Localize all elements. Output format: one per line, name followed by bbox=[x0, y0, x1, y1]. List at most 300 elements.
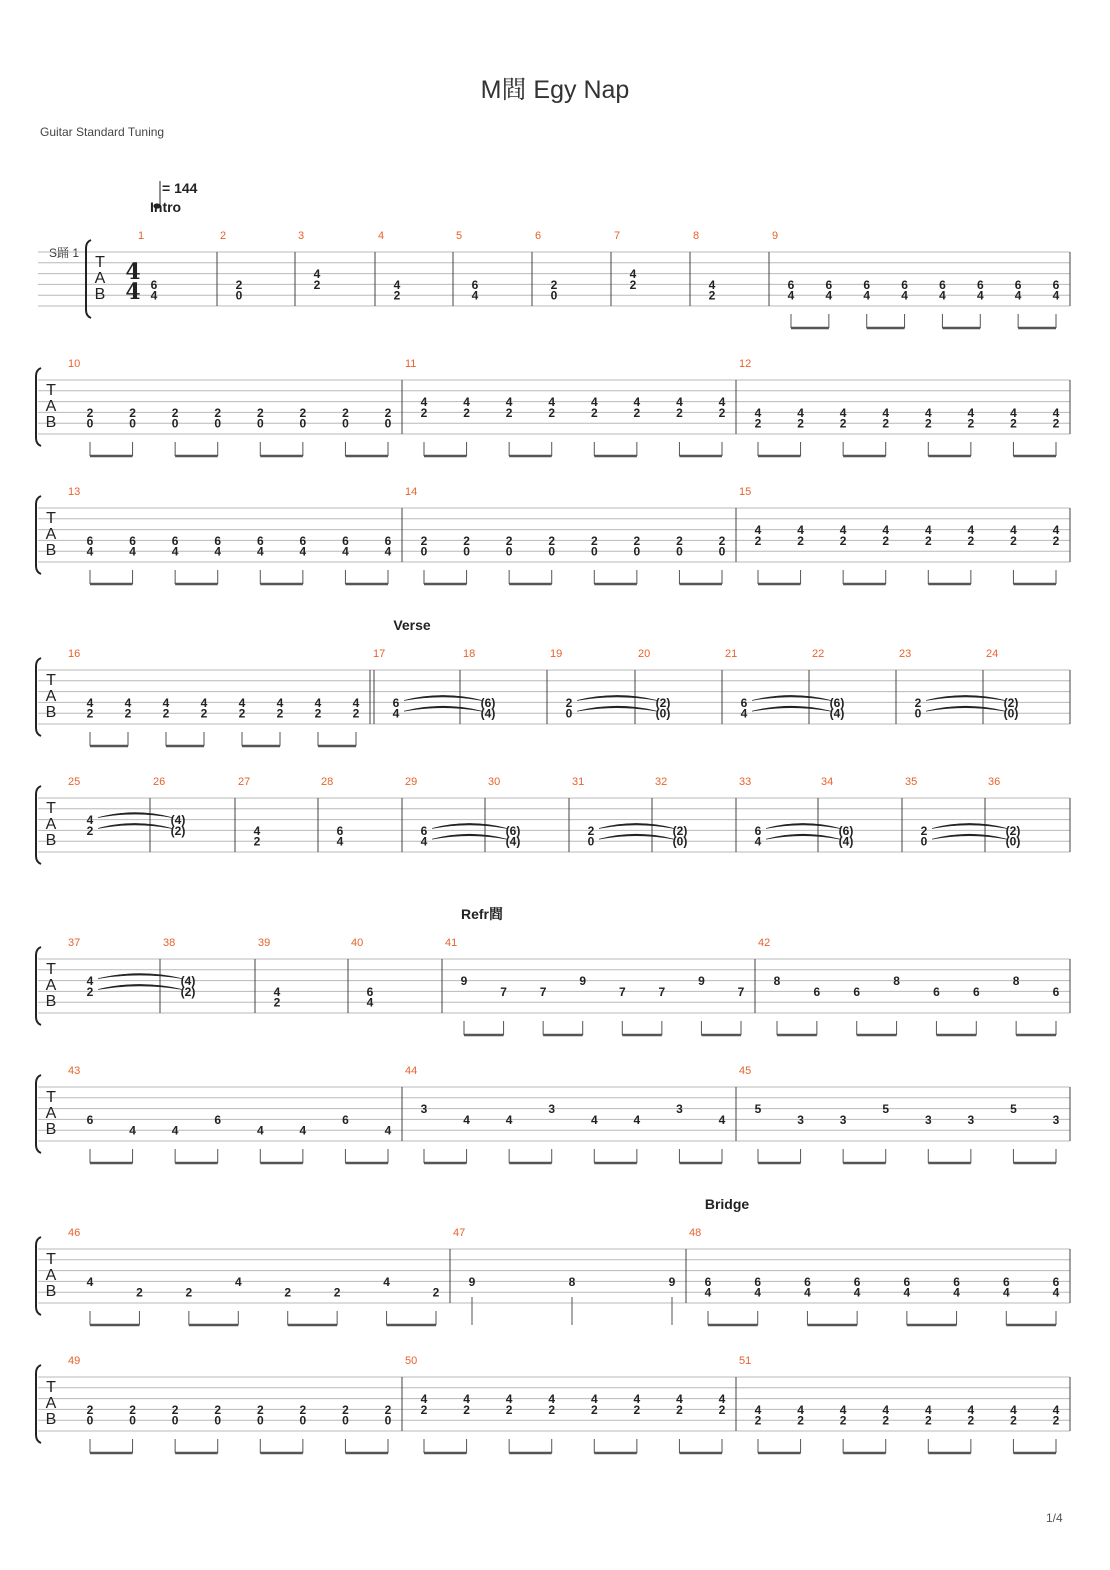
fret-number: (2) bbox=[180, 984, 196, 999]
tie-arc bbox=[752, 706, 831, 711]
fret-number: 3 bbox=[1052, 1112, 1060, 1127]
measure-number: 44 bbox=[405, 1065, 418, 1077]
fret-number: 6 bbox=[150, 277, 158, 292]
fret-number: 0 bbox=[505, 544, 513, 559]
tempo-marking: = 144 bbox=[162, 180, 198, 196]
fret-number: 2 bbox=[967, 416, 975, 431]
fret-number: 0 bbox=[914, 706, 922, 721]
fret-number: 2 bbox=[463, 533, 470, 548]
fret-number: 2 bbox=[299, 405, 307, 420]
fret-number: 2 bbox=[718, 1402, 726, 1417]
fret-number: 0 bbox=[171, 416, 179, 431]
measure-number: 16 bbox=[68, 648, 81, 660]
fret-number: 6 bbox=[1002, 1274, 1010, 1289]
fret-number: 2 bbox=[548, 1402, 556, 1417]
measure-number: 34 bbox=[821, 776, 834, 788]
measure-number: 17 bbox=[373, 648, 386, 660]
tab-clef-letter: B bbox=[94, 286, 106, 303]
measure-number: 33 bbox=[739, 776, 752, 788]
tie-arc bbox=[98, 813, 172, 818]
fret-number: 6 bbox=[1052, 984, 1060, 999]
fret-number: 6 bbox=[804, 1274, 811, 1289]
measure-number: 11 bbox=[405, 358, 417, 370]
tie-arc bbox=[432, 823, 507, 828]
measure-number: 4 bbox=[378, 230, 385, 242]
fret-number: 6 bbox=[214, 533, 222, 548]
fret-number: (0) bbox=[672, 834, 688, 849]
fret-number: 6 bbox=[704, 1274, 712, 1289]
fret-number: 2 bbox=[924, 533, 932, 548]
fret-number: 0 bbox=[676, 544, 683, 559]
tab-clef-letter: B bbox=[45, 704, 57, 721]
fret-number: 2 bbox=[86, 823, 94, 838]
fret-number: (4) bbox=[180, 974, 196, 989]
fret-number: 2 bbox=[505, 1402, 513, 1417]
measure-number: 2 bbox=[220, 230, 227, 242]
fret-number: 0 bbox=[86, 1413, 94, 1428]
fret-number: 4 bbox=[253, 823, 261, 838]
measure-number: 19 bbox=[550, 648, 563, 660]
fret-number: 6 bbox=[342, 1112, 349, 1127]
fret-number: 4 bbox=[882, 523, 890, 538]
fret-number: 6 bbox=[342, 533, 349, 548]
fret-number: 4 bbox=[708, 277, 716, 292]
fret-number: 2 bbox=[420, 533, 428, 548]
fret-number: 2 bbox=[676, 405, 683, 420]
fret-number: 2 bbox=[882, 1413, 890, 1428]
tie-arc bbox=[932, 834, 1007, 839]
fret-number: 0 bbox=[420, 544, 428, 559]
fret-number: 4 bbox=[1010, 523, 1017, 538]
fret-number: 5 bbox=[882, 1102, 890, 1117]
tuning-label: Guitar Standard Tuning bbox=[40, 125, 165, 139]
tie-arc bbox=[98, 823, 172, 828]
fret-number: 6 bbox=[853, 1274, 861, 1289]
tab-clef-letter: T bbox=[95, 254, 105, 271]
fret-number: 4 bbox=[392, 706, 400, 721]
fret-number: 4 bbox=[1052, 288, 1060, 303]
fret-number: 2 bbox=[256, 405, 264, 420]
fret-number: 4 bbox=[129, 1123, 136, 1138]
fret-number: 4 bbox=[1052, 1285, 1060, 1300]
fret-number: (2) bbox=[1005, 823, 1021, 838]
fret-number: 0 bbox=[384, 1413, 392, 1428]
fret-number: 2 bbox=[633, 533, 641, 548]
tie-arc bbox=[404, 706, 482, 711]
fret-number: 2 bbox=[238, 706, 246, 721]
fret-number: 4 bbox=[256, 1123, 264, 1138]
fret-number: 2 bbox=[1010, 1413, 1017, 1428]
fret-number: 4 bbox=[86, 974, 94, 989]
fret-number: 2 bbox=[463, 405, 470, 420]
fret-number: (6) bbox=[480, 695, 496, 710]
measure-number: 22 bbox=[812, 648, 825, 660]
fret-number: 2 bbox=[352, 706, 360, 721]
fret-number: 0 bbox=[920, 834, 928, 849]
tie-arc bbox=[766, 823, 840, 828]
fret-number: 4 bbox=[336, 834, 344, 849]
measure-number: 45 bbox=[739, 1065, 752, 1077]
fret-number: 3 bbox=[797, 1112, 804, 1127]
fret-number: 2 bbox=[754, 1413, 762, 1428]
fret-number: 4 bbox=[1010, 405, 1017, 420]
fret-number: (6) bbox=[505, 823, 521, 838]
fret-number: 4 bbox=[505, 1392, 513, 1407]
fret-number: 2 bbox=[463, 1402, 470, 1417]
fret-number: 4 bbox=[129, 544, 136, 559]
fret-number: 6 bbox=[392, 695, 400, 710]
fret-number: 2 bbox=[708, 288, 716, 303]
fret-number: 7 bbox=[500, 984, 507, 999]
fret-number: 4 bbox=[882, 405, 890, 420]
fret-number: 4 bbox=[1014, 288, 1022, 303]
fret-number: 4 bbox=[1052, 523, 1060, 538]
fret-number: 0 bbox=[550, 288, 558, 303]
fret-number: 9 bbox=[579, 974, 587, 989]
fret-number: 6 bbox=[420, 823, 428, 838]
tie-arc bbox=[432, 834, 507, 839]
fret-number: 0 bbox=[384, 416, 392, 431]
fret-number: 2 bbox=[393, 288, 401, 303]
fret-number: 4 bbox=[342, 544, 349, 559]
fret-number: 4 bbox=[901, 288, 908, 303]
measure-number: 18 bbox=[463, 648, 476, 660]
fret-number: 4 bbox=[352, 695, 360, 710]
fret-number: 4 bbox=[1002, 1285, 1010, 1300]
fret-number: 6 bbox=[86, 533, 94, 548]
fret-number: 0 bbox=[299, 416, 307, 431]
fret-number: 4 bbox=[256, 544, 264, 559]
tie-arc bbox=[766, 834, 840, 839]
fret-number: 4 bbox=[86, 1274, 94, 1289]
fret-number: 2 bbox=[276, 706, 284, 721]
fret-number: 2 bbox=[754, 533, 762, 548]
fret-number: 4 bbox=[804, 1285, 811, 1300]
fret-number: 4 bbox=[903, 1285, 911, 1300]
tab-clef-letter: T bbox=[46, 1089, 56, 1106]
fret-number: 2 bbox=[214, 405, 222, 420]
fret-number: 2 bbox=[432, 1285, 440, 1300]
tab-clef-letter: A bbox=[45, 977, 57, 994]
fret-number: 7 bbox=[539, 984, 547, 999]
fret-number: 2 bbox=[718, 533, 726, 548]
fret-number: 4 bbox=[463, 1392, 470, 1407]
fret-number: 8 bbox=[1012, 974, 1020, 989]
fret-number: 4 bbox=[420, 834, 428, 849]
fret-number: 4 bbox=[124, 695, 132, 710]
fret-number: 4 bbox=[797, 1402, 804, 1417]
fret-number: 2 bbox=[550, 277, 558, 292]
fret-number: 4 bbox=[740, 706, 748, 721]
fret-number: 9 bbox=[460, 974, 468, 989]
fret-number: 4 bbox=[86, 813, 94, 828]
fret-number: 4 bbox=[967, 523, 975, 538]
measure-number: 14 bbox=[405, 486, 418, 498]
tie-arc bbox=[98, 984, 182, 989]
fret-number: 4 bbox=[384, 1123, 392, 1138]
fret-number: 2 bbox=[590, 405, 598, 420]
measure-number: 9 bbox=[772, 230, 779, 242]
fret-number: 0 bbox=[129, 416, 136, 431]
fret-number: 4 bbox=[939, 288, 946, 303]
fret-number: 4 bbox=[384, 544, 392, 559]
measure-number: 42 bbox=[758, 937, 771, 949]
song-title: M閰 Egy Nap bbox=[480, 76, 630, 104]
fret-number: 6 bbox=[1052, 1274, 1060, 1289]
fret-number: 4 bbox=[839, 1402, 847, 1417]
fret-number: (6) bbox=[838, 823, 854, 838]
measure-number: 1 bbox=[138, 230, 145, 242]
fret-number: 3 bbox=[924, 1112, 932, 1127]
fret-number: 2 bbox=[185, 1285, 193, 1300]
tie-arc bbox=[577, 695, 657, 700]
fret-number: 2 bbox=[1010, 533, 1017, 548]
fret-number: 4 bbox=[754, 1285, 762, 1300]
fret-number: 0 bbox=[214, 416, 222, 431]
fret-number: 2 bbox=[1052, 533, 1060, 548]
measure-number: 35 bbox=[905, 776, 918, 788]
fret-number: (4) bbox=[505, 834, 521, 849]
fret-number: 0 bbox=[256, 416, 264, 431]
fret-number: 2 bbox=[299, 1402, 307, 1417]
fret-number: 2 bbox=[718, 405, 726, 420]
fret-number: 4 bbox=[590, 1112, 598, 1127]
fret-number: 2 bbox=[86, 984, 94, 999]
fret-number: 2 bbox=[629, 277, 637, 292]
tie-arc bbox=[926, 695, 1005, 700]
measure-number: 6 bbox=[535, 230, 542, 242]
fret-number: 4 bbox=[718, 395, 726, 410]
fret-number: 3 bbox=[676, 1102, 683, 1117]
measure-number: 10 bbox=[68, 358, 81, 370]
tab-clef-letter: A bbox=[45, 1105, 57, 1122]
tie-arc bbox=[752, 695, 831, 700]
fret-number: 2 bbox=[920, 823, 928, 838]
measure-number: 26 bbox=[153, 776, 166, 788]
fret-number: (0) bbox=[1003, 706, 1019, 721]
fret-number: 2 bbox=[313, 277, 321, 292]
fret-number: 4 bbox=[754, 405, 762, 420]
fret-number: 6 bbox=[171, 533, 179, 548]
fret-number: 4 bbox=[463, 395, 470, 410]
fret-number: 0 bbox=[256, 1413, 264, 1428]
tab-system bbox=[36, 1075, 1070, 1163]
section-label: Bridge bbox=[704, 1196, 750, 1212]
measure-number: 13 bbox=[68, 486, 81, 498]
fret-number: 3 bbox=[420, 1102, 428, 1117]
fret-number: 6 bbox=[933, 984, 940, 999]
fret-number: (4) bbox=[170, 813, 186, 828]
fret-number: 5 bbox=[754, 1102, 762, 1117]
fret-number: 6 bbox=[336, 823, 344, 838]
fret-number: 4 bbox=[924, 405, 932, 420]
fret-number: 2 bbox=[235, 277, 243, 292]
fret-number: 2 bbox=[633, 405, 641, 420]
fret-number: 0 bbox=[171, 1413, 179, 1428]
fret-number: 4 bbox=[797, 405, 804, 420]
measure-number: 7 bbox=[614, 230, 621, 242]
fret-number: 0 bbox=[299, 1413, 307, 1428]
fret-number: 9 bbox=[698, 974, 705, 989]
fret-number: 4 bbox=[924, 523, 932, 538]
tab-clef-letter: T bbox=[46, 961, 56, 978]
fret-number: 2 bbox=[1010, 416, 1017, 431]
fret-number: 0 bbox=[214, 1413, 222, 1428]
fret-number: 4 bbox=[676, 1392, 683, 1407]
fret-number: 7 bbox=[618, 984, 626, 999]
fret-number: 2 bbox=[924, 416, 932, 431]
fret-number: 6 bbox=[813, 984, 821, 999]
fret-number: 2 bbox=[171, 1402, 179, 1417]
measure-number: 30 bbox=[488, 776, 501, 788]
fret-number: 2 bbox=[565, 695, 573, 710]
tab-system bbox=[36, 786, 1070, 864]
fret-number: 2 bbox=[86, 706, 94, 721]
measure-number: 27 bbox=[238, 776, 251, 788]
fret-number: 0 bbox=[633, 544, 641, 559]
fret-number: 6 bbox=[471, 277, 479, 292]
fret-number: 4 bbox=[853, 1285, 861, 1300]
fret-number: 6 bbox=[366, 984, 374, 999]
measure-number: 47 bbox=[453, 1227, 466, 1239]
fret-number: 7 bbox=[737, 984, 745, 999]
fret-number: 4 bbox=[420, 395, 428, 410]
fret-number: 4 bbox=[967, 405, 975, 420]
tab-clef-letter: A bbox=[45, 1267, 57, 1284]
fret-number: 2 bbox=[200, 706, 208, 721]
measure-number: 41 bbox=[445, 937, 458, 949]
fret-number: 2 bbox=[129, 1402, 136, 1417]
fret-number: 0 bbox=[565, 706, 573, 721]
fret-number: 4 bbox=[633, 1112, 641, 1127]
measure-number: 50 bbox=[405, 1355, 418, 1367]
fret-number: 0 bbox=[342, 416, 349, 431]
fret-number: 2 bbox=[420, 1402, 428, 1417]
fret-number: 4 bbox=[366, 995, 374, 1010]
measure-number: 43 bbox=[68, 1065, 81, 1077]
fret-number: 2 bbox=[839, 416, 847, 431]
fret-number: 2 bbox=[797, 1413, 804, 1428]
track-label: S踊 1 bbox=[49, 246, 80, 260]
measure-number: 32 bbox=[655, 776, 668, 788]
fret-number: 4 bbox=[797, 523, 804, 538]
fret-number: 2 bbox=[839, 1413, 847, 1428]
measure-number: 31 bbox=[572, 776, 585, 788]
fret-number: 6 bbox=[787, 277, 795, 292]
fret-number: 4 bbox=[463, 1112, 470, 1127]
tab-clef-letter: A bbox=[45, 688, 57, 705]
fret-number: 6 bbox=[953, 1274, 960, 1289]
fret-number: 2 bbox=[967, 533, 975, 548]
fret-number: 6 bbox=[853, 984, 861, 999]
fret-number: 2 bbox=[797, 416, 804, 431]
fret-number: 2 bbox=[256, 1402, 264, 1417]
fret-number: 4 bbox=[505, 395, 513, 410]
fret-number: 6 bbox=[740, 695, 748, 710]
fret-number: 6 bbox=[754, 823, 762, 838]
fret-number: 4 bbox=[214, 544, 222, 559]
tie-arc bbox=[926, 706, 1005, 711]
fret-number: 4 bbox=[548, 1392, 556, 1407]
fret-number: 4 bbox=[1010, 1402, 1017, 1417]
fret-number: 2 bbox=[1052, 1413, 1060, 1428]
fret-number: 4 bbox=[1052, 1402, 1060, 1417]
fret-number: 4 bbox=[633, 395, 641, 410]
fret-number: 4 bbox=[171, 1123, 179, 1138]
tab-clef-letter: B bbox=[45, 414, 57, 431]
fret-number: (2) bbox=[1003, 695, 1019, 710]
fret-number: 4 bbox=[383, 1274, 390, 1289]
fret-number: 9 bbox=[668, 1274, 676, 1289]
measure-number: 5 bbox=[456, 230, 463, 242]
fret-number: (6) bbox=[829, 695, 845, 710]
section-label: Intro bbox=[150, 199, 182, 215]
fret-number: 2 bbox=[548, 533, 556, 548]
fret-number: 4 bbox=[299, 544, 307, 559]
fret-number: 2 bbox=[676, 1402, 683, 1417]
fret-number: (2) bbox=[170, 823, 186, 838]
fret-number: 4 bbox=[882, 1402, 890, 1417]
fret-number: 2 bbox=[284, 1285, 292, 1300]
fret-number: 4 bbox=[839, 405, 847, 420]
fret-number: 4 bbox=[754, 523, 762, 538]
tie-arc bbox=[98, 974, 182, 979]
fret-number: 4 bbox=[86, 695, 94, 710]
measure-number: 23 bbox=[899, 648, 912, 660]
section-label: Verse bbox=[393, 617, 431, 633]
fret-number: 4 bbox=[633, 1392, 641, 1407]
fret-number: 3 bbox=[967, 1112, 975, 1127]
measure-number: 3 bbox=[298, 230, 305, 242]
fret-number: 2 bbox=[505, 405, 513, 420]
fret-number: 4 bbox=[505, 1112, 513, 1127]
fret-number: 2 bbox=[129, 405, 136, 420]
fret-number: 2 bbox=[384, 405, 392, 420]
fret-number: 4 bbox=[1052, 405, 1060, 420]
tab-clef-letter: T bbox=[46, 800, 56, 817]
fret-number: 4 bbox=[718, 1112, 726, 1127]
fret-number: 2 bbox=[590, 533, 598, 548]
tab-clef-letter: T bbox=[46, 672, 56, 689]
fret-number: 2 bbox=[676, 533, 683, 548]
fret-number: 8 bbox=[568, 1274, 576, 1289]
measure-number: 20 bbox=[638, 648, 651, 660]
measure-number: 48 bbox=[689, 1227, 702, 1239]
fret-number: 4 bbox=[420, 1392, 428, 1407]
tab-clef-letter: T bbox=[46, 510, 56, 527]
fret-number: 2 bbox=[86, 1402, 94, 1417]
measure-number: 37 bbox=[68, 937, 81, 949]
fret-number: 2 bbox=[342, 405, 349, 420]
tab-clef-letter: B bbox=[45, 832, 57, 849]
fret-number: 2 bbox=[548, 405, 556, 420]
fret-number: 2 bbox=[86, 405, 94, 420]
fret-number: 0 bbox=[86, 416, 94, 431]
fret-number: 2 bbox=[797, 533, 804, 548]
fret-number: 8 bbox=[893, 974, 900, 989]
tab-clef-letter: A bbox=[45, 526, 57, 543]
fret-number: 6 bbox=[754, 1274, 762, 1289]
fret-number: 6 bbox=[939, 277, 946, 292]
fret-number: 3 bbox=[548, 1102, 556, 1117]
fret-number: 4 bbox=[953, 1285, 960, 1300]
fret-number: 2 bbox=[882, 533, 890, 548]
fret-number: 4 bbox=[200, 695, 208, 710]
fret-number: 0 bbox=[463, 544, 470, 559]
fret-number: 4 bbox=[924, 1402, 932, 1417]
fret-number: (2) bbox=[655, 695, 671, 710]
fret-number: 0 bbox=[342, 1413, 349, 1428]
